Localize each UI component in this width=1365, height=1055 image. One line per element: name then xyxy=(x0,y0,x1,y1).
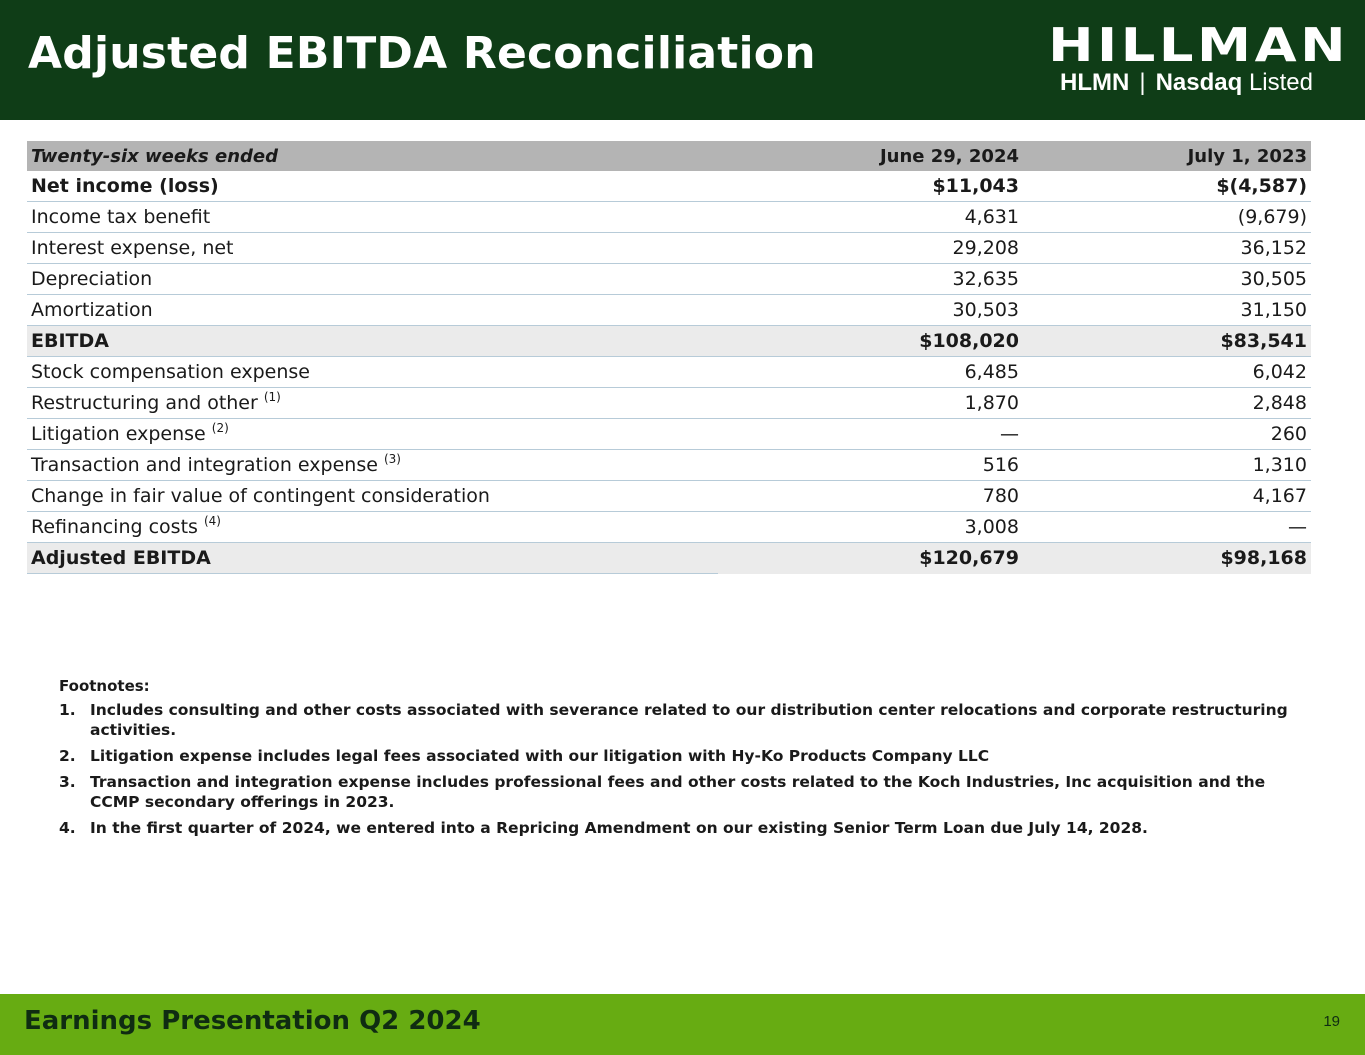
table-row xyxy=(27,233,1311,264)
row-value-2024: $120,679 xyxy=(718,543,1023,574)
ebitda-reconciliation-table xyxy=(27,141,1311,574)
footnote-ref: (4) xyxy=(203,514,221,528)
footnote-ref: (2) xyxy=(211,421,229,435)
table-row xyxy=(27,202,1311,233)
row-value-2024: 516 xyxy=(718,450,1023,481)
row-value-2024: 780 xyxy=(718,481,1023,512)
row-label: Restructuring and other $^{(1)}$ xyxy=(27,388,718,419)
ebitda-table-container xyxy=(27,141,1311,574)
footer-bar xyxy=(0,994,1365,1055)
header-bar xyxy=(0,0,1365,120)
table-row xyxy=(27,295,1311,326)
row-value-2023: 31,150 xyxy=(1023,295,1311,326)
row-value-2023: 6,042 xyxy=(1023,357,1311,388)
row-label: Stock compensation expense xyxy=(27,357,718,388)
row-value-2024: 3,008 xyxy=(718,512,1023,543)
footnotes-title: Footnotes: xyxy=(59,677,150,695)
header-column-2023: July 1, 2023 xyxy=(1023,141,1311,171)
row-label: EBITDA xyxy=(27,326,718,357)
table-row xyxy=(27,264,1311,295)
row-value-2024: 32,635 xyxy=(718,264,1023,295)
row-label: Income tax benefit xyxy=(27,202,718,233)
footnote-text: Includes consulting and other costs associated with severance related to our distribution center relocations and corporate restructuring activities. xyxy=(90,701,1288,739)
row-value-2024: $108,020 xyxy=(718,326,1023,357)
table-row xyxy=(27,388,1311,419)
footnote-item xyxy=(59,818,1309,838)
footnote-item xyxy=(59,746,1309,766)
row-value-2024: 6,485 xyxy=(718,357,1023,388)
footnote-number: 1. xyxy=(59,701,76,719)
row-label: Litigation expense $^{(2)}$ xyxy=(27,419,718,450)
row-value-2024: — xyxy=(718,419,1023,450)
table-row xyxy=(27,171,1311,202)
logo-listed: Listed xyxy=(1248,69,1313,96)
table-row xyxy=(27,357,1311,388)
table-row-subtotal xyxy=(27,326,1311,357)
row-value-2023: $98,168 xyxy=(1023,543,1311,574)
footnote-text: In the first quarter of 2024, we entered into a Repricing Amendment on our existing Senior Term Loan due July 14, 2028. xyxy=(90,819,1148,837)
table-row xyxy=(27,419,1311,450)
footnote-number: 4. xyxy=(59,819,76,837)
footnote-number: 2. xyxy=(59,747,76,765)
table-row xyxy=(27,450,1311,481)
table-row xyxy=(27,481,1311,512)
footnote-number: 3. xyxy=(59,773,76,791)
row-value-2023: $83,541 xyxy=(1023,326,1311,357)
footnote-item xyxy=(59,772,1309,812)
row-value-2024: 29,208 xyxy=(718,233,1023,264)
hillman-logo xyxy=(989,18,1349,100)
row-value-2024: $11,043 xyxy=(718,171,1023,202)
logo-ticker: HLMN xyxy=(1060,69,1130,96)
footnote-text: Transaction and integration expense includes professional fees and other costs related to the Koch Industries, Inc acquisition and the CCMP secondary offerings in 2023. xyxy=(90,773,1266,811)
row-value-2023: 30,505 xyxy=(1023,264,1311,295)
footnote-ref: (3) xyxy=(383,452,401,466)
footnotes-section xyxy=(59,676,1309,844)
row-value-2023: 1,310 xyxy=(1023,450,1311,481)
page-title: Adjusted EBITDA Reconciliation xyxy=(28,28,816,79)
row-label: Depreciation xyxy=(27,264,718,295)
row-value-2024: 30,503 xyxy=(718,295,1023,326)
row-label: Interest expense, net xyxy=(27,233,718,264)
row-label: Change in fair value of contingent consideration xyxy=(27,481,718,512)
row-label: Transaction and integration expense $^{(3)}$ xyxy=(27,450,718,481)
header-column-2024: June 29, 2024 xyxy=(718,141,1023,171)
table-row xyxy=(27,512,1311,543)
row-label: Refinancing costs $^{(4)}$ xyxy=(27,512,718,543)
page-number: 19 xyxy=(1323,1013,1340,1030)
row-value-2023: (9,679) xyxy=(1023,202,1311,233)
row-value-2023: 4,167 xyxy=(1023,481,1311,512)
logo-separator: | xyxy=(1139,69,1146,96)
row-label: Net income (loss) xyxy=(27,171,718,202)
table-row-total xyxy=(27,543,1311,574)
footer-title: Earnings Presentation Q2 2024 xyxy=(24,1006,481,1036)
row-value-2023: — xyxy=(1023,512,1311,543)
logo-exchange: Nasdaq xyxy=(1155,69,1243,96)
logo-wordmark: HILLMAN xyxy=(1047,18,1349,72)
row-value-2023: $(4,587) xyxy=(1023,171,1311,202)
table-header-row xyxy=(27,141,1311,171)
row-label: Amortization xyxy=(27,295,718,326)
header-period-label: Twenty-six weeks ended xyxy=(27,141,718,171)
footnote-ref: (1) xyxy=(263,390,281,404)
row-value-2024: 4,631 xyxy=(718,202,1023,233)
footnote-text: Litigation expense includes legal fees associated with our litigation with Hy-Ko Products Company LLC xyxy=(90,747,990,765)
row-value-2024: 1,870 xyxy=(718,388,1023,419)
logo-subline xyxy=(1060,70,1313,96)
row-label: Adjusted EBITDA xyxy=(27,543,718,574)
row-value-2023: 260 xyxy=(1023,419,1311,450)
footnote-item xyxy=(59,700,1309,740)
row-value-2023: 36,152 xyxy=(1023,233,1311,264)
row-value-2023: 2,848 xyxy=(1023,388,1311,419)
